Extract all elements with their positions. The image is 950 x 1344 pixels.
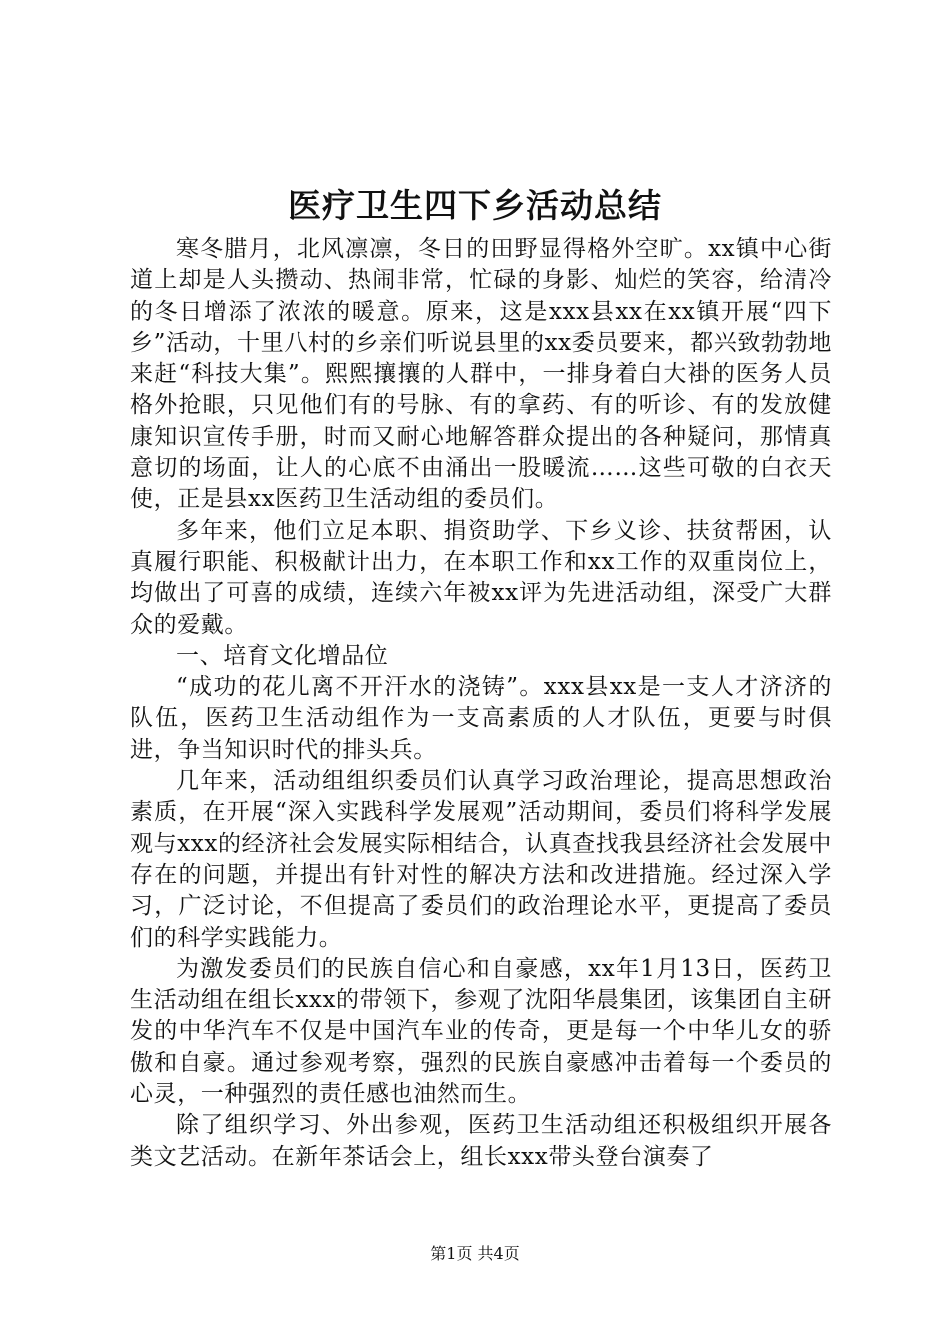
section-heading-culture: 一、培育文化增品位 (176, 642, 389, 669)
paragraph-talent: “成功的花儿离不开汗水的浇铸”。xxx县xx是一支人才济济的队伍，医药卫生活动组作为一支高素质的人才队伍，更要与时俱进，争当知识时代的排头兵。 (130, 674, 832, 763)
page-number-footer: 第1页 共4页 (430, 1244, 520, 1263)
document-title: 医疗卫生四下乡活动总结 (288, 186, 662, 225)
paragraph-intro: 寒冬腊月，北风凛凛，冬日的田野显得格外空旷。xx镇中心街道上却是人头攒动、热闹非常，忙碌的身影、灿烂的笑容，给清冷的冬日增添了浓浓的暖意。原来，这是xxx县xx在xx镇开展“四下乡”活动，十里八村的乡亲们听说县里的xx委员要来，都兴致勃勃地来赶“科技大集”。熙熙攘攘的人群中，一排身着白大褂的医务人员格外抢眼，只见他们有的号脉、有的拿药、有的听诊、有的发放健康知识宣传手册，时而又耐心地解答群众提出的各种疑问，那情真意切的场面，让人的心底不由涌出一股暖流……这些可敬的白衣天使，正是县xx医药卫生活动组的委员们。 (130, 236, 832, 513)
paragraph-visit: 为激发委员们的民族自信心和自豪感，xx年1月13日，医药卫生活动组在组长xxx的带领下，参观了沈阳华晨集团，该集团自主研发的中华汽车不仅是中国汽车业的传奇，更是每一个中华儿女的骄傲和自豪。通过参观考察，强烈的民族自豪感冲击着每一个委员的心灵，一种强烈的责任感也油然而生。 (130, 955, 832, 1108)
paragraph-activities: 除了组织学习、外出参观，医药卫生活动组还积极组织开展各类文艺活动。在新年茶话会上，组长xxx带头登台演奏了 (130, 1112, 832, 1170)
paragraph-study: 几年来，活动组组织委员们认真学习政治理论，提高思想政治素质，在开展“深入实践科学发展观”活动期间，委员们将科学发展观与xxx的经济社会发展实际相结合，认真查找我县经济社会发展中存在的问题，并提出有针对性的解决方法和改进措施。经过深入学习，广泛讨论，不但提高了委员们的政治理论水平，更提高了委员们的科学实践能力。 (130, 768, 832, 951)
paragraph-achievements: 多年来，他们立足本职、捐资助学、下乡义诊、扶贫帮困，认真履行职能、积极献计出力，在本职工作和xx工作的双重岗位上，均做出了可喜的成绩，连续六年被xx评为先进活动组，深受广大群众的爱戴。 (130, 517, 832, 638)
document-body (130, 234, 832, 1173)
